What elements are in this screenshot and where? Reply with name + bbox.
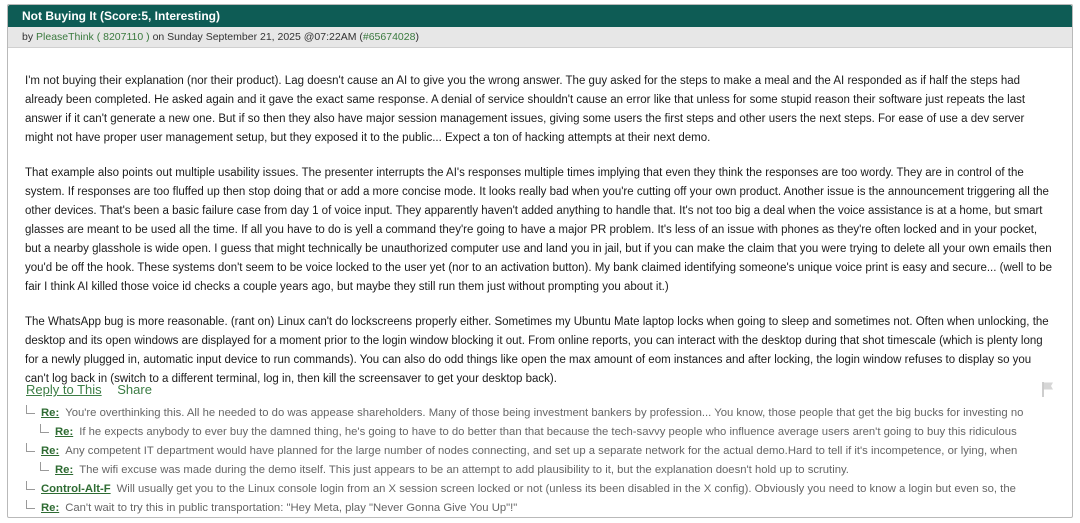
comment-actions (26, 382, 164, 397)
reply-subject-link[interactable]: Re: (41, 502, 60, 514)
reply-subject-link[interactable]: Re: (41, 407, 60, 419)
tree-connector (40, 424, 49, 433)
comment-body (8, 48, 1072, 389)
comment-byline (8, 27, 1072, 48)
reply-item (26, 461, 1066, 480)
author-id-link[interactable]: ( 8207110 ) (96, 31, 150, 43)
reply-item (26, 404, 1066, 423)
comment-paragraph: I'm not buying their explanation (nor their product). Lag doesn't cause an AI to give you the wrong answer. The guy asked for the steps to make a meal and the AI responded as if half the steps had already been completed. He asked again and it gave the exact same response. A denial of service shouldn't cause an error like that unless for some stupid reason their software just repeats the last answer if it can't generate a new one. But if so then they also have major session management issues, giving some users the first steps and other users the next steps. For ease of use a dev server might not have proper user management setup, but they exposed it to the public... Expect a ton of hacking attempts at their next demo. (25, 75, 1026, 144)
reply-preview: You're overthinking this. All he needed to do was appease shareholders. Many of those being investment bankers by profession... You know, those people that get the big bucks for investing no (65, 407, 1024, 419)
reply-item (26, 423, 1066, 442)
reply-item (26, 480, 1066, 499)
reply-preview: Any competent IT department would have planned for the large number of nodes connecting, and set up a separate network for the actual demo.Hard to tell if it's incompetence, or lying, when (65, 445, 1018, 457)
comment-date: on Sunday September 21, 2025 @07:22AM ( (149, 31, 363, 43)
by-prefix: by (22, 31, 37, 43)
reply-preview: Will usually get you to the Linux console login from an X session screen locked or not (unless its been disabled in the X config). Obviously you need to know a login but even so, the (116, 483, 1016, 495)
reply-link[interactable]: Reply to This (26, 382, 102, 397)
reply-item (26, 499, 1066, 518)
reply-item (26, 442, 1066, 461)
comment-paragraph: The WhatsApp bug is more reasonable. (rant on) Linux can't do lockscreens properly either. Sometimes my Ubuntu Mate laptop locks when going to sleep and sometimes not. Often when unlocking, the desktop and its open windows are displayed for a moment prior to the login window blocking it out. From online reports, you can interact with the desktop during that shot timescale (which is plenty long for a newly plugged in, automatic input device to run commands). You can also do odd things like open the max amount of eom instances and after locking, the login window refuses to display so you can't log back in (switch to a different terminal, log in, then kill the screensaver to get your desktop back). (25, 316, 1049, 385)
reply-preview: The wifi excuse was made during the demo itself. This just appears to be an attempt to add plausibility to it, but the explanation doesn't hold up to scrutiny. (79, 464, 849, 476)
reply-list (26, 404, 1066, 518)
close-paren: ) (415, 31, 419, 43)
reply-subject-link[interactable]: Re: (55, 464, 74, 476)
reply-subject-link[interactable]: Re: (41, 445, 60, 457)
flag-icon[interactable] (1041, 381, 1055, 397)
reply-subject-link[interactable]: Control-Alt-F (41, 483, 111, 495)
comment-title: Not Buying It (Score:5, Interesting) (8, 5, 1072, 27)
reply-subject-link[interactable]: Re: (55, 426, 74, 438)
share-link[interactable]: Share (117, 382, 152, 397)
tree-connector (26, 481, 35, 490)
comment-id-link[interactable]: #65674028 (362, 31, 416, 43)
tree-connector (26, 405, 35, 414)
reply-preview: If he expects anybody to ever buy the damned thing, he's going to have to do better than that because the tech-savvy people who influence average users aren't going to buy this ridiculous (79, 426, 1017, 438)
tree-connector (26, 500, 35, 509)
tree-connector (26, 443, 35, 452)
author-link[interactable]: PleaseThink (36, 31, 94, 43)
comment-paragraph: That example also points out multiple usability issues. The presenter interrupts the AI's responses multiple times implying that even they think the responses are too wordy. They are in control of the system. If responses are too fluffed up then stop doing that or add a more concise mode. It looks really bad when you're cutting off your own product. Another issue is the announcement triggering all the other devices. That's been a basic failure case from day 1 of voice input. They apparently haven't added anything to handle that. It's not too big a deal when the voice assistance is at a home, but smart glasses are meant to be used all the time. If all you have to do is yell a command they're going to have a major PR problem. It's less of an issue with phones as they're often locked and in your pocket, but a nearby glasshole is wide open. I guess that might technically be unauthorized computer use and land you in jail, but if you can make the claim that you were trying to delete all your own emails then you'd be off the hook. These systems don't seem to be voice locked to the user yet (nor to an activation button). My bank claimed identifying someone's unique voice print is easy and secure... (well to be fair I think AI killed those voice id checks a couple years ago, but maybe they still run them just without prompting you about it.) (25, 167, 1053, 293)
comment-frame (7, 4, 1073, 518)
reply-preview: Can't wait to try this in public transportation: "Hey Meta, play "Never Gonna Give You Up"!" (65, 502, 518, 514)
tree-connector (40, 462, 49, 471)
